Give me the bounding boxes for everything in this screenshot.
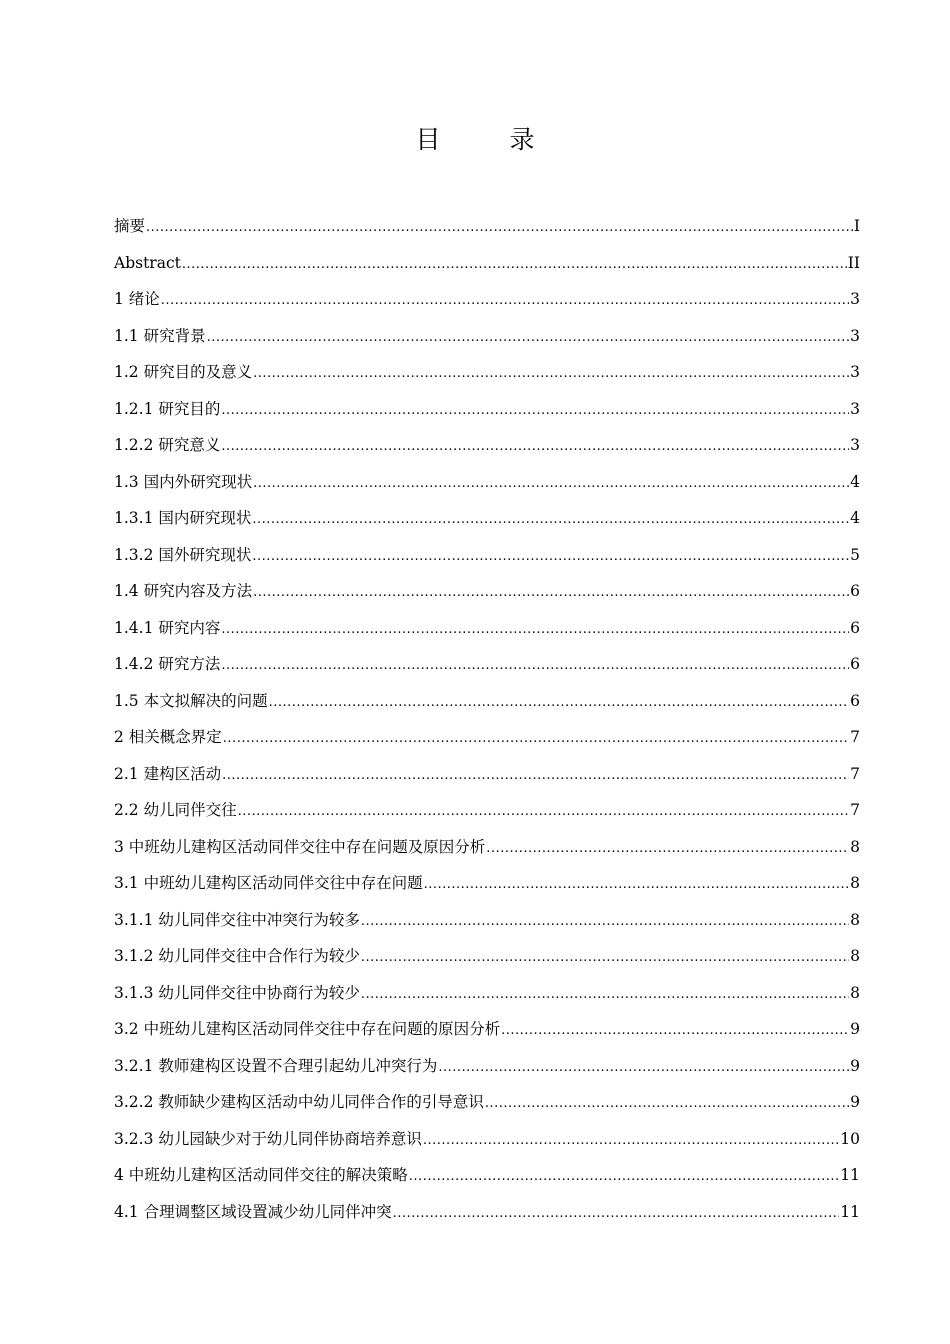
toc-entry-label: 1.4.1 研究内容 [114,618,221,637]
toc-entry[interactable] [114,208,860,245]
toc-entry-page-number: 8 [850,910,860,929]
toc-entry[interactable] [114,756,860,793]
toc-entry-label: Abstract [114,253,181,272]
toc-entry[interactable] [114,1011,860,1048]
toc-entry-page-number: 8 [850,874,860,892]
toc-entry-label: 1.2.1 研究目的 [114,399,221,418]
toc-entry[interactable] [114,865,860,902]
toc-entry-label: 4.1 合理调整区域设置减少幼儿同伴冲突 [114,1202,392,1221]
toc-entry-label: 3.2.2 教师缺少建构区活动中幼儿同伴合作的引导意识 [114,1093,484,1111]
toc-entry[interactable] [114,464,860,501]
toc-dot-leader [423,1123,839,1160]
toc-dot-leader [361,904,849,941]
toc-entry[interactable] [114,683,860,720]
toc-dot-leader [269,685,850,722]
toc-entry-label: 1.5 本文拟解决的问题 [114,691,268,710]
toc-dot-leader [182,247,847,284]
toc-dot-leader [221,429,849,466]
toc-entry[interactable] [114,1194,860,1231]
toc-list [114,208,860,1230]
toc-entry-page-number: 3 [850,436,860,454]
toc-entry[interactable] [114,902,860,939]
toc-entry-label: 1.1 研究背景 [114,326,206,345]
toc-entry[interactable] [114,391,860,428]
toc-dot-leader [253,575,849,612]
toc-entry-page-number: 11 [840,1202,860,1221]
toc-dot-leader [161,283,849,320]
toc-dot-leader [252,539,849,576]
toc-entry-page-number: 8 [850,947,860,965]
toc-entry-label: 1.4 研究内容及方法 [114,582,253,600]
toc-entry-page-number: 6 [850,655,860,673]
toc-dot-leader [393,1196,840,1233]
toc-entry-page-number: 4 [850,472,860,491]
toc-dot-leader [207,320,850,357]
toc-entry-label: 1.3.2 国外研究现状 [114,545,252,564]
toc-entry[interactable] [114,646,860,683]
toc-entry[interactable] [114,354,860,391]
toc-entry[interactable] [114,500,860,537]
toc-entry-page-number: 7 [850,764,860,783]
toc-entry-page-number: 3 [850,363,860,381]
toc-entry-label: 1.3.1 国内研究现状 [114,509,252,527]
toc-dot-leader [486,831,849,868]
toc-entry-label: 2.1 建构区活动 [114,764,222,783]
toc-entry-label: 1 绪论 [114,290,160,308]
toc-entry-page-number: I [853,217,860,235]
toc-entry[interactable] [114,719,860,756]
toc-dot-leader [501,1013,849,1050]
toc-entry-page-number: 9 [850,1093,860,1111]
toc-entry-page-number: 8 [850,837,860,856]
toc-entry[interactable] [114,610,860,647]
toc-entry-page-number: 11 [840,1166,860,1184]
toc-entry-label: 1.2.2 研究意义 [114,436,221,454]
toc-entry-page-number: 6 [850,582,860,600]
toc-entry-label: 摘要 [114,217,146,235]
toc-entry[interactable] [114,427,860,464]
toc-entry-page-number: 4 [850,509,860,527]
toc-dot-leader [252,502,849,539]
toc-entry[interactable] [114,1121,860,1158]
toc-dot-leader [146,210,853,247]
toc-entry-page-number: II [847,253,860,272]
toc-entry-page-number: 3 [850,290,860,308]
toc-dot-leader [438,1050,849,1087]
toc-dot-leader [222,758,849,795]
toc-dot-leader [409,1159,839,1196]
toc-dot-leader [238,794,850,831]
toc-dot-leader [485,1086,849,1123]
toc-entry[interactable] [114,975,860,1012]
toc-dot-leader [424,867,850,904]
toc-entry-label: 3.2 中班幼儿建构区活动同伴交往中存在问题的原因分析 [114,1020,501,1038]
toc-entry[interactable] [114,1048,860,1085]
toc-entry[interactable] [114,1157,860,1194]
toc-entry-label: 2 相关概念界定 [114,728,222,746]
toc-entry-label: 3.2.1 教师建构区设置不合理引起幼儿冲突行为 [114,1056,438,1075]
toc-entry-page-number: 7 [850,801,860,819]
toc-dot-leader [361,977,849,1014]
toc-dot-leader [221,393,849,430]
toc-entry[interactable] [114,245,860,282]
toc-entry-label: 3.1.1 幼儿同伴交往中冲突行为较多 [114,910,360,929]
toc-entry-label: 3.1 中班幼儿建构区活动同伴交往中存在问题 [114,874,423,892]
toc-title: 目 录 [415,125,557,154]
toc-entry-label: 2.2 幼儿同伴交往 [114,801,237,819]
toc-entry[interactable] [114,792,860,829]
toc-entry-page-number: 7 [850,728,860,746]
toc-dot-leader [221,648,849,685]
toc-entry-label: 3.1.2 幼儿同伴交往中合作行为较少 [114,947,360,965]
toc-entry-label: 3 中班幼儿建构区活动同伴交往中存在问题及原因分析 [114,837,486,856]
toc-dot-leader [253,466,849,503]
toc-entry-label: 1.3 国内外研究现状 [114,472,253,491]
toc-dot-leader [361,940,849,977]
toc-dot-leader [223,721,849,758]
toc-dot-leader [253,356,849,393]
toc-entry-page-number: 6 [850,618,860,637]
toc-entry-label: 4 中班幼儿建构区活动同伴交往的解决策略 [114,1166,408,1184]
toc-entry[interactable] [114,573,860,610]
toc-entry-page-number: 9 [850,1020,860,1038]
toc-entry-page-number: 3 [850,326,860,345]
toc-entry-page-number: 3 [850,399,860,418]
toc-entry[interactable] [114,537,860,574]
toc-entry[interactable] [114,318,860,355]
toc-entry-label: 1.4.2 研究方法 [114,655,221,673]
toc-entry-label: 3.1.3 幼儿同伴交往中协商行为较少 [114,983,360,1002]
toc-entry-page-number: 8 [850,983,860,1002]
toc-entry[interactable] [114,1084,860,1121]
toc-entry-page-number: 6 [850,691,860,710]
toc-entry[interactable] [114,829,860,866]
toc-entry-label: 3.2.3 幼儿园缺少对于幼儿同伴协商培养意识 [114,1129,422,1148]
toc-entry[interactable] [114,281,860,318]
toc-dot-leader [221,612,849,649]
toc-entry-page-number: 10 [840,1129,860,1148]
toc-entry-page-number: 5 [850,545,860,564]
toc-entry-page-number: 9 [850,1056,860,1075]
toc-entry-label: 1.2 研究目的及意义 [114,363,253,381]
toc-entry[interactable] [114,938,860,975]
